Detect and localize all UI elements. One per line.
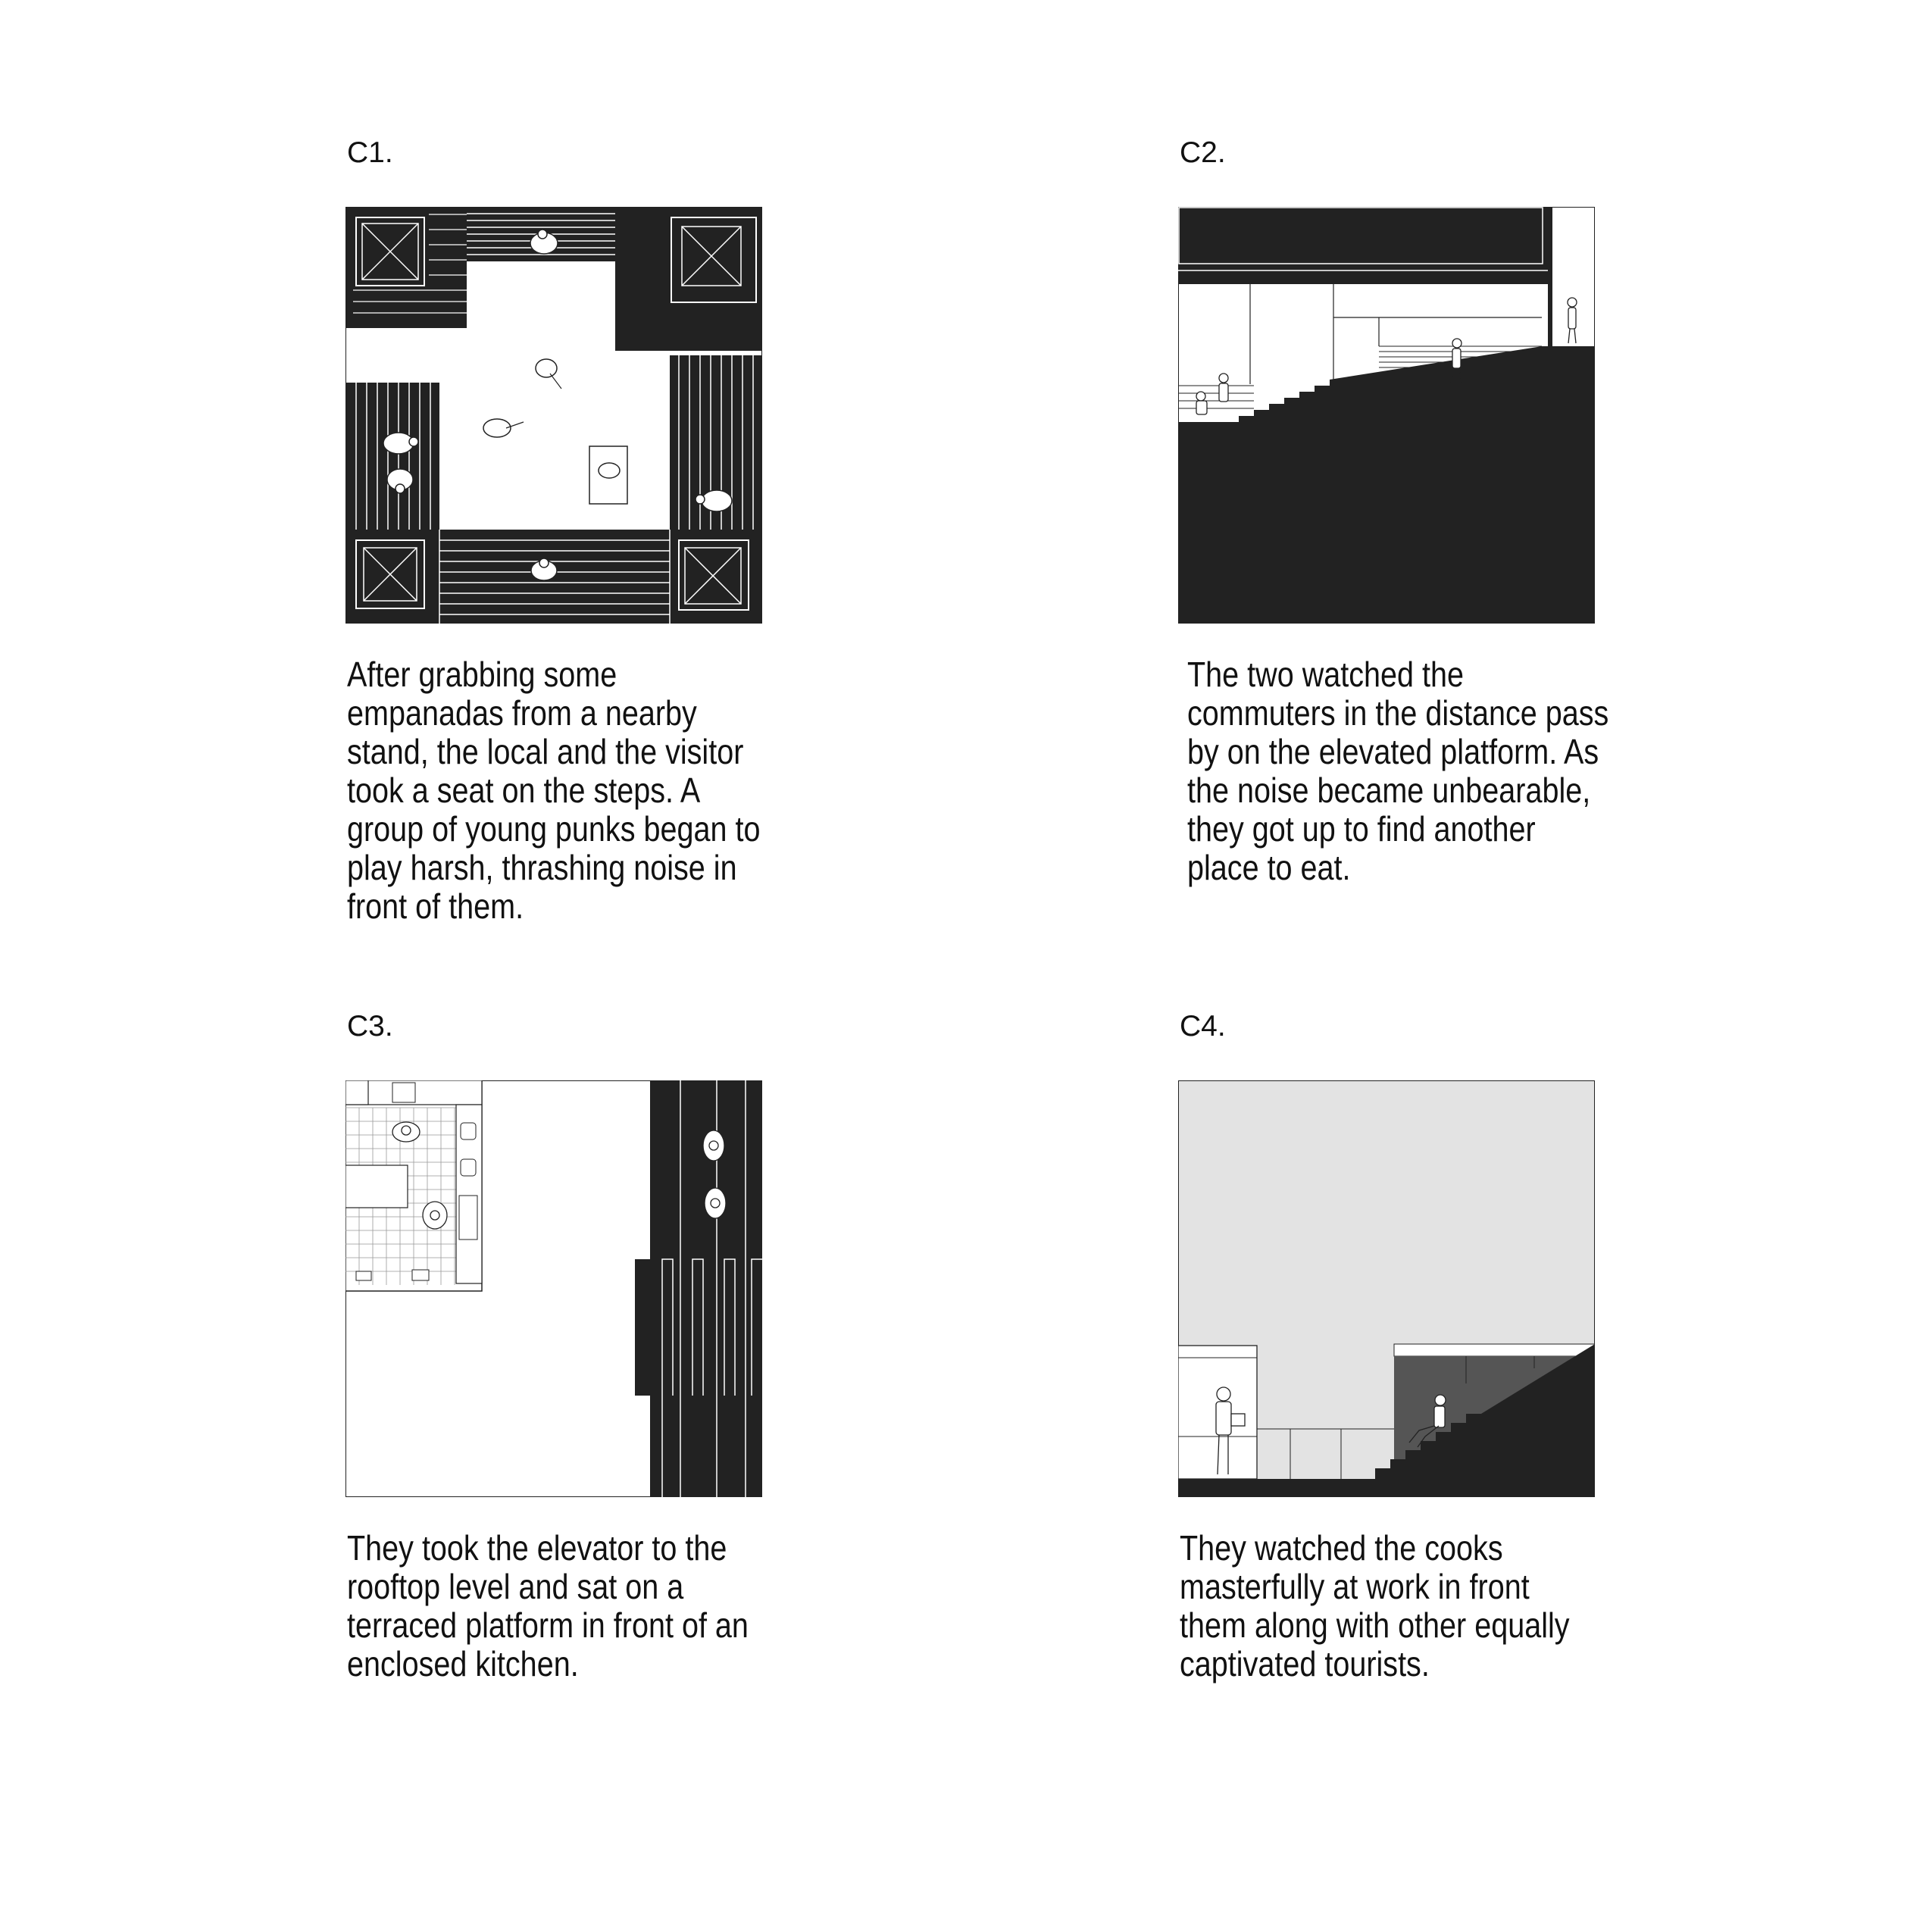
plan-drawing-c3 [345, 1080, 762, 1497]
caption-text: The two watched the commuters in the distance pass by on the elevated platform. As the noise became unbearable, they got up to find another place to eat. [1187, 655, 1609, 887]
panel-label: C3. [347, 1010, 393, 1043]
section-drawing-c2 [1178, 207, 1595, 624]
caption-text: After grabbing some empanadas from a nearby stand, the local and the visitor took a seat on the steps. A group of young punks began to play harsh, thrashing noise in front of them. [347, 655, 761, 926]
plaza-plan-illustration [345, 207, 762, 624]
rooftop-kitchen-plan-illustration [345, 1080, 762, 1497]
caption-text: They watched the cooks masterfully at work in front them along with other equally captivated tourists. [1180, 1528, 1570, 1683]
plan-drawing-c1 [345, 207, 762, 624]
elevated-platform-section-illustration [1178, 207, 1595, 624]
kitchen-section-illustration [1178, 1080, 1595, 1497]
section-drawing-c4 [1178, 1080, 1595, 1497]
panel-label: C1. [347, 136, 393, 169]
panel-label: C4. [1180, 1010, 1226, 1043]
panel-label: C2. [1180, 136, 1226, 169]
caption-text: They took the elevator to the rooftop level and sat on a terraced platform in front of an enclosed kitchen. [347, 1528, 749, 1683]
